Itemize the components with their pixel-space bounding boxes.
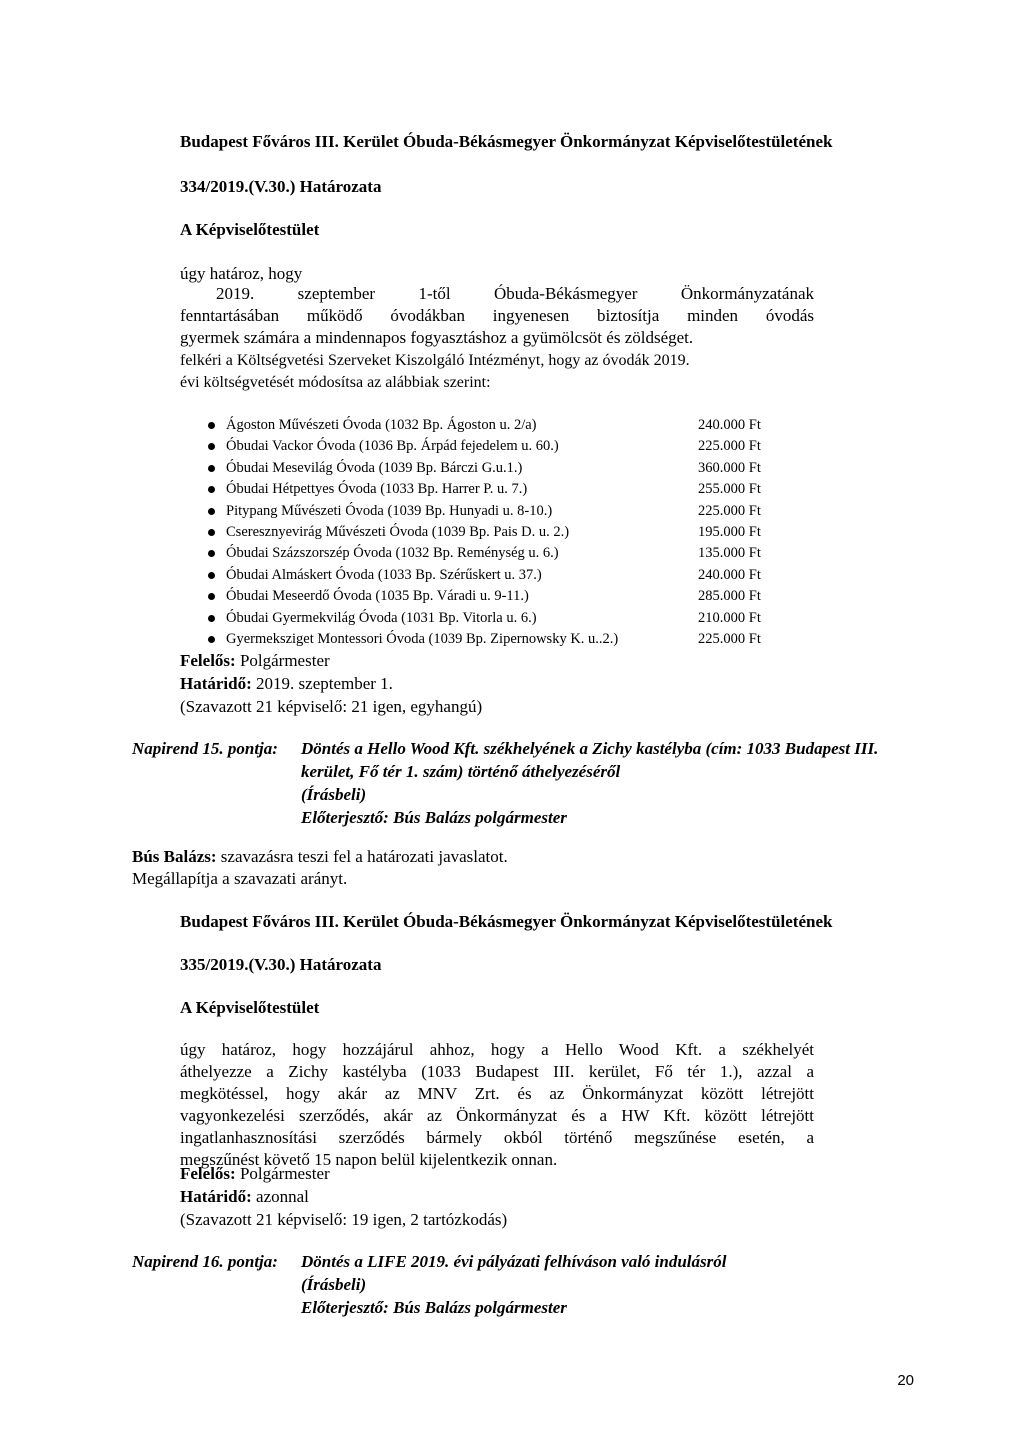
list-item: [226, 436, 826, 457]
kindergarten-amount: 360.000 Ft: [698, 459, 761, 476]
speaker-text: szavazásra teszi fel a határozati javaslatot.: [220, 847, 508, 866]
paragraph-line: vagyonkezelési szerződés, akár az Önkormányzat és a HW Kft. között létrejött: [180, 1106, 814, 1125]
vote-result: (Szavazott 21 képviselő: 19 igen, 2 tartózkodás): [180, 1210, 508, 1229]
list-item: [226, 543, 826, 564]
paragraph-line: úgy határoz, hogy hozzájárul ahhoz, hogy a Hello Wood Kft. a székhelyét: [180, 1040, 814, 1059]
kindergarten-amount: 225.000 Ft: [698, 438, 761, 455]
bullet-icon: [208, 636, 215, 643]
agenda-written: (Írásbeli): [301, 785, 367, 804]
bullet-icon: [208, 443, 215, 450]
bullet-icon: [208, 486, 215, 493]
list-item: [226, 458, 826, 479]
paragraph-line: 2019. szeptember 1-től Óbuda-Békásmegyer Önkormányzatának: [216, 284, 814, 303]
kindergarten-list: [226, 415, 826, 650]
deadline-value: 2019. szeptember 1.: [256, 674, 393, 693]
responsible-line: [180, 649, 330, 673]
paragraph-line: gyermek számára a mindennapos fogyasztáshoz a gyümölcsöt és zöldséget.: [180, 328, 694, 347]
list-item: [226, 565, 826, 586]
deadline-value: azonnal: [256, 1187, 309, 1206]
kindergarten-name: Cseresznyevirág Művészeti Óvoda (1039 Bp. Pais D. u. 2.): [226, 523, 570, 540]
kindergarten-amount: 225.000 Ft: [698, 630, 761, 647]
kindergarten-amount: 240.000 Ft: [698, 566, 761, 583]
responsible-value: Polgármester: [239, 651, 330, 670]
kindergarten-name: Óbudai Százszorszép Óvoda (1032 Bp. Reménység u. 6.): [226, 545, 559, 562]
resolution-body: A Képviselőtestület: [180, 998, 320, 1017]
list-item: [226, 479, 826, 500]
bullet-icon: [208, 572, 215, 579]
page-number: 20: [897, 1372, 914, 1389]
speaker-line: Megállapítja a szavazati arányt.: [132, 869, 348, 888]
bullet-icon: [208, 550, 215, 557]
paragraph-line: megkötéssel, hogy akár az MNV Zrt. és az Önkormányzat között létrejött: [180, 1084, 814, 1103]
kindergarten-name: Óbudai Hétpettyes Óvoda (1033 Bp. Harrer P. u. 7.): [226, 481, 528, 498]
list-item: [226, 501, 826, 522]
bullet-icon: [208, 593, 215, 600]
kindergarten-amount: 240.000 Ft: [698, 417, 761, 433]
kindergarten-amount: 255.000 Ft: [698, 481, 761, 498]
responsible-line: [180, 1162, 330, 1186]
agenda-label: Napirend 15. pontja:: [132, 739, 278, 758]
agenda-label: Napirend 16. pontja:: [132, 1252, 278, 1271]
responsible-label: Felelős:: [180, 1164, 236, 1183]
kindergarten-name: Pitypang Művészeti Óvoda (1039 Bp. Hunyadi u. 8-10.): [226, 502, 553, 519]
deadline-label: Határidő:: [180, 674, 252, 693]
kindergarten-amount: 225.000 Ft: [698, 502, 761, 519]
resolution-intro: úgy határoz, hogy: [180, 264, 303, 283]
responsible-label: Felelős:: [180, 651, 236, 670]
bullet-icon: [208, 422, 215, 429]
council-header: Budapest Főváros III. Kerület Óbuda-Békásmegyer Önkormányzat Képviselőtestületének: [180, 132, 833, 151]
agenda-title: Döntés a Hello Wood Kft. székhelyének a Zichy kastélyba (cím: 1033 Budapest III.: [301, 739, 879, 758]
bullet-icon: [208, 508, 215, 515]
bullet-icon: [208, 615, 215, 622]
kindergarten-amount: 135.000 Ft: [698, 545, 761, 562]
resolution-body: A Képviselőtestület: [180, 220, 320, 239]
agenda-presenter: Előterjesztő: Bús Balázs polgármester: [301, 808, 567, 827]
kindergarten-amount: 285.000 Ft: [698, 588, 761, 605]
kindergarten-name: Gyermeksziget Montessori Óvoda (1039 Bp. Zipernowsky K. u..2.): [226, 630, 619, 647]
speaker-line: [132, 845, 508, 869]
agenda-title: Döntés a LIFE 2019. évi pályázati felhíváson való indulásról: [301, 1252, 727, 1271]
list-item: [226, 522, 826, 543]
list-item: [226, 415, 826, 436]
kindergarten-name: Ágoston Művészeti Óvoda (1032 Bp. Ágoston u. 2/a): [226, 417, 537, 433]
paragraph-line: megszűnést követő 15 napon belül kijelentkezik onnan.: [180, 1150, 558, 1169]
deadline-line: [180, 672, 393, 696]
vote-result: (Szavazott 21 képviselő: 21 igen, egyhangú): [180, 697, 483, 716]
paragraph-line: ingatlanhasznosítási szerződés bármely okból történő megszűnése esetén, a: [180, 1128, 814, 1147]
bullet-icon: [208, 529, 215, 536]
kindergarten-name: Óbudai Almáskert Óvoda (1033 Bp. Szérűskert u. 37.): [226, 566, 542, 583]
kindergarten-amount: 210.000 Ft: [698, 609, 761, 626]
resolution-paragraph: [180, 1039, 814, 1171]
kindergarten-amount: 195.000 Ft: [698, 523, 761, 540]
paragraph-line: évi költségvetését módosítsa az alábbiak szerint:: [180, 374, 491, 391]
speaker-name: Bús Balázs:: [132, 847, 217, 866]
deadline-line: [180, 1185, 309, 1209]
paragraph-line: felkéri a Költségvetési Szerveket Kiszolgáló Intézményt, hogy az óvodák 2019.: [180, 352, 690, 369]
kindergarten-name: Óbudai Gyermekvilág Óvoda (1031 Bp. Vitorla u. 6.): [226, 609, 537, 626]
responsible-value: Polgármester: [239, 1164, 330, 1183]
paragraph-line: áthelyezze a Zichy kastélyba (1033 Budapest III. kerület, Fő tér 1.), azzal a: [180, 1062, 814, 1081]
agenda-title: kerület, Fő tér 1. szám) történő áthelyezéséről: [301, 762, 621, 781]
resolution-number: 334/2019.(V.30.) Határozata: [180, 177, 382, 196]
kindergarten-name: Óbudai Vackor Óvoda (1036 Bp. Árpád fejedelem u. 60.): [226, 438, 559, 455]
deadline-label: Határidő:: [180, 1187, 252, 1206]
council-header: Budapest Főváros III. Kerület Óbuda-Békásmegyer Önkormányzat Képviselőtestületének: [180, 912, 833, 931]
list-item: [226, 629, 826, 650]
kindergarten-name: Óbudai Mesevilág Óvoda (1039 Bp. Bárczi G.u.1.): [226, 459, 523, 476]
agenda-presenter: Előterjesztő: Bús Balázs polgármester: [301, 1298, 567, 1317]
kindergarten-name: Óbudai Meseerdő Óvoda (1035 Bp. Váradi u. 9-11.): [226, 588, 529, 605]
bullet-icon: [208, 465, 215, 472]
list-item: [226, 586, 826, 607]
list-item: [226, 608, 826, 629]
resolution-number: 335/2019.(V.30.) Határozata: [180, 955, 382, 974]
paragraph-line: fenntartásában működő óvodákban ingyenesen biztosítja minden óvodás: [180, 306, 814, 325]
resolution-paragraph: [180, 283, 814, 349]
agenda-written: (Írásbeli): [301, 1275, 367, 1294]
